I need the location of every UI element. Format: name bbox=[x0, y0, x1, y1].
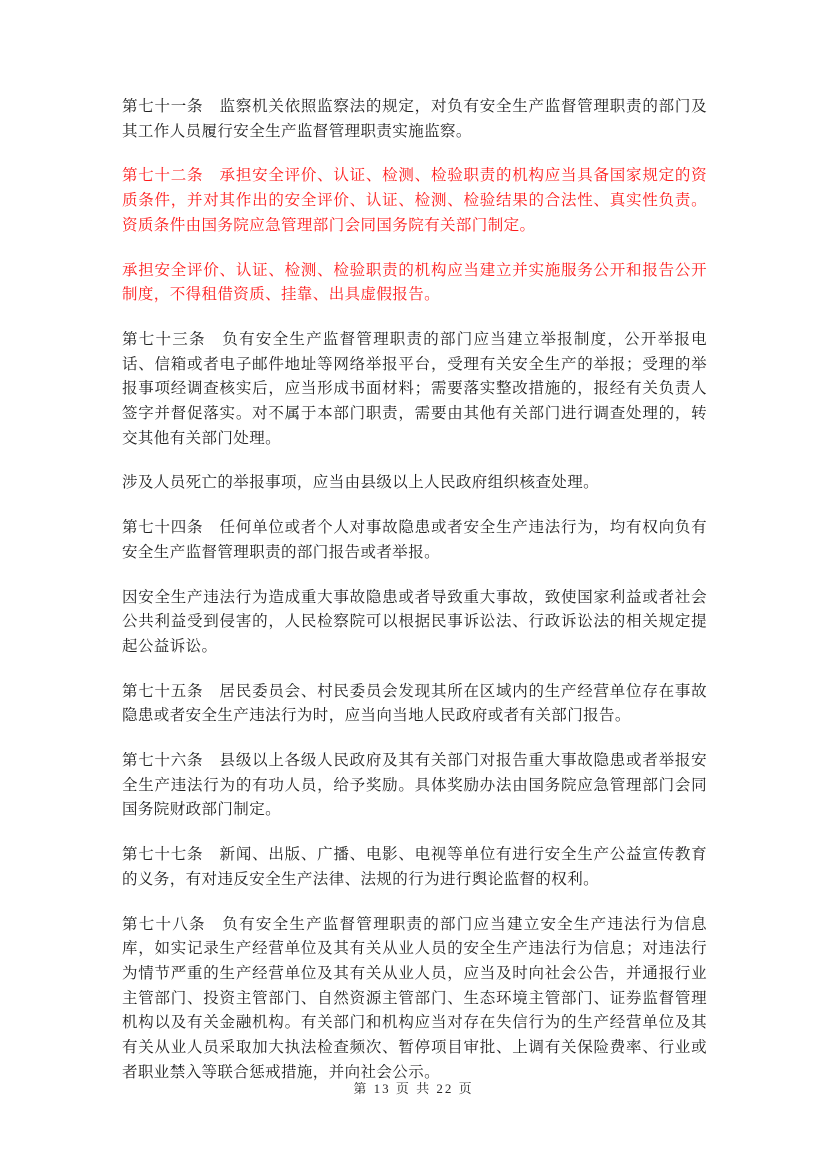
document-body bbox=[122, 95, 707, 1106]
paragraph: 承担安全评价、认证、检测、检验职责的机构应当建立并实施服务公开和报告公开制度，不得租借资质、挂靠、出具虚假报告。 bbox=[122, 261, 707, 304]
paragraph: 第七十二条 承担安全评价、认证、检测、检验职责的机构应当具备国家规定的资质条件，并对其作出的安全评价、认证、检测、检验结果的合法性、真实性负责。资质条件由国务院应急管理部门会同国务院有关部门制定。 bbox=[122, 167, 707, 234]
page-number-footer: 第 13 页 共 22 页 bbox=[353, 1081, 474, 1096]
paragraph: 涉及人员死亡的举报事项，应当由县级以上人民政府组织核查处理。 bbox=[122, 474, 600, 492]
paragraph: 第七十四条 任何单位或者个人对事故隐患或者安全生产违法行为，均有权向负有安全生产监督管理职责的部门报告或者举报。 bbox=[122, 519, 707, 561]
paragraph: 第七十一条 监察机关依照监察法的规定，对负有安全生产监督管理职责的部门及其工作人员履行安全生产监督管理职责实施监察。 bbox=[122, 98, 707, 140]
paragraph: 第七十八条 负有安全生产监督管理职责的部门应当建立安全生产违法行为信息库，如实记录生产经营单位及其有关从业人员的安全生产违法行为信息；对违法行为情节严重的生产经营单位及其有关从业人员，应当及时向社会公告，并通报行业主管部门、投资主管部门、自然资源主管部门、生态环境主管部门、证券监督管理机构以及有关金融机构。有关部门和机构应当对存在失信行为的生产经营单位及其有关从业人员采取加大执法检查频次、暂停项目审批、上调有关保险费率、行业或者职业禁入等联合惩戒措施，并向社会公示。 bbox=[122, 915, 707, 1081]
paragraph: 因安全生产违法行为造成重大事故隐患或者导致重大事故，致使国家利益或者社会公共利益受到侵害的，人民检察院可以根据民事诉讼法、行政诉讼法的相关规定提起公益诉讼。 bbox=[122, 588, 707, 655]
paragraph: 第七十五条 居民委员会、村民委员会发现其所在区域内的生产经营单位存在事故隐患或者安全生产违法行为时，应当向当地人民政府或者有关部门报告。 bbox=[122, 682, 707, 725]
paragraph: 第七十七条 新闻、出版、广播、电影、电视等单位有进行安全生产公益宣传教育的义务，有对违反安全生产法律、法规的行为进行舆论监督的权利。 bbox=[122, 846, 707, 888]
paragraph: 第七十三条 负有安全生产监督管理职责的部门应当建立举报制度，公开举报电话、信箱或者电子邮件地址等网络举报平台，受理有关安全生产的举报；受理的举报事项经调查核实后，应当形成书面材料；需要落实整改措施的，报经有关负责人签字并督促落实。对不属于本部门职责，需要由其他有关部门进行调查处理的，转交其他有关部门处理。 bbox=[122, 330, 707, 447]
paragraph: 第七十六条 县级以上各级人民政府及其有关部门对报告重大事故隐患或者举报安全生产违法行为的有功人员，给予奖励。具体奖励办法由国务院应急管理部门会同国务院财政部门制定。 bbox=[122, 752, 707, 819]
